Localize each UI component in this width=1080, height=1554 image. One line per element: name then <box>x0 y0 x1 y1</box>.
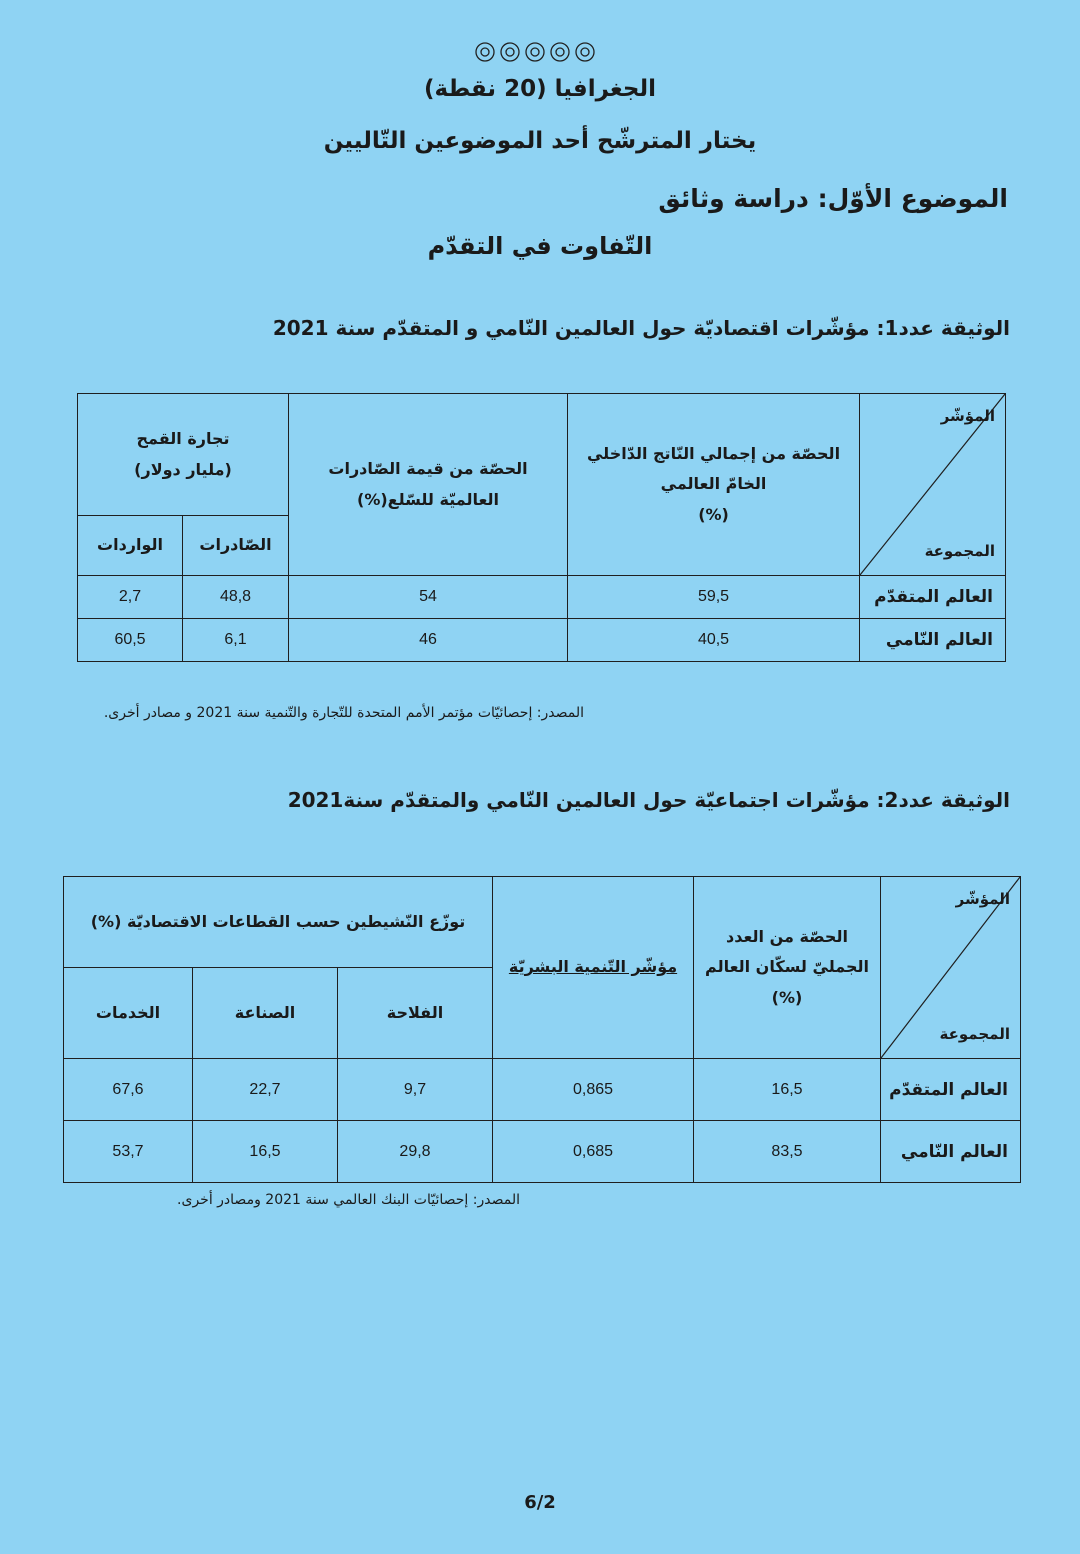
doc2-corner-group: المجموعة <box>939 1024 1010 1043</box>
exam-instruction: يختار المترشّح أحد الموضوعين التّاليين <box>323 128 757 154</box>
floral-ornament-icon <box>470 38 600 66</box>
doc2-sub-agriculture: الفلاحة <box>338 968 493 1059</box>
doc2-cell-services: 53,7 <box>64 1121 193 1183</box>
doc2-title: الوثيقة عدد2: مؤشّرات اجتماعيّة حول العالمين النّامي والمتقدّم سنة2021 <box>287 788 1010 812</box>
doc1-col-wheat-line1: تجارة القمح <box>136 429 230 449</box>
doc1-cell-gdp: 59,5 <box>568 576 860 619</box>
doc2-col-hdi <box>493 877 694 1059</box>
table-row <box>64 1121 1021 1183</box>
doc2-col-pop-line2: الجمليّ لسكّان العالم <box>705 957 869 977</box>
doc1-cell-wheat-imports: 2,7 <box>78 576 183 619</box>
doc2-col-pop-unit: (%) <box>771 987 803 1007</box>
doc2-corner-indicator: المؤشّر <box>955 890 1010 908</box>
doc2-cell-services: 67,6 <box>64 1059 193 1121</box>
doc2-col-population <box>694 877 881 1059</box>
doc2-col-hdi-label: مؤشّر التّنمية البشريّة <box>508 957 678 977</box>
doc2-sub-services: الخدمات <box>64 968 193 1059</box>
doc1-title: الوثيقة عدد1: مؤشّرات اقتصاديّة حول العالمين النّامي و المتقدّم سنة 2021 <box>272 316 1010 340</box>
page-number: 6/2 <box>524 1492 556 1513</box>
doc1-row-label: العالم النّامي <box>860 619 1006 662</box>
doc1-cell-wheat-imports: 60,5 <box>78 619 183 662</box>
doc1-cell-exports-share: 54 <box>289 576 568 619</box>
doc2-cell-agriculture: 29,8 <box>338 1121 493 1183</box>
doc1-cell-wheat-exports: 6,1 <box>183 619 289 662</box>
doc2-cell-industry: 22,7 <box>193 1059 338 1121</box>
subject-theme: التّفاوت في التقدّم <box>427 232 653 260</box>
doc1-col-exports-line2: العالميّة للسّلع(%) <box>357 489 500 509</box>
doc1-cell-wheat-exports: 48,8 <box>183 576 289 619</box>
doc2-sub-industry: الصناعة <box>193 968 338 1059</box>
doc1-col-gdp <box>568 394 860 576</box>
doc1-table <box>77 393 1006 662</box>
doc2-row-label: العالم المتقدّم <box>881 1059 1021 1121</box>
doc2-col-pop-line1: الحصّة من العدد <box>726 926 848 946</box>
doc2-source: المصدر: إحصائيّات البنك العالمي سنة 2021 ومصادر أخرى. <box>177 1192 520 1208</box>
doc1-col-gdp-line2: الخامّ العالمي <box>660 474 767 494</box>
doc1-corner-indicator: المؤشّر <box>940 407 996 425</box>
doc1-col-wheat-line2: (مليار دولار) <box>134 459 232 479</box>
doc1-col-exports-line1: الحصّة من قيمة الصّادرات <box>328 459 528 479</box>
doc1-row-label: العالم المتقدّم <box>860 576 1006 619</box>
exam-title: الجغرافيا (20 نقطة) <box>424 76 656 102</box>
doc2-table <box>63 876 1021 1183</box>
doc2-corner-header <box>881 877 1021 1059</box>
doc1-col-exports-share <box>289 394 568 576</box>
doc2-col-sectors: توزّع النّشيطين حسب القطاعات الاقتصاديّة (%) <box>64 877 493 968</box>
doc2-cell-agriculture: 9,7 <box>338 1059 493 1121</box>
doc2-cell-industry: 16,5 <box>193 1121 338 1183</box>
doc1-col-gdp-unit: (%) <box>698 504 729 524</box>
doc1-sub-exports: الصّادرات <box>183 516 289 576</box>
doc2-cell-population: 16,5 <box>694 1059 881 1121</box>
doc1-col-wheat <box>78 394 289 516</box>
doc2-cell-hdi: 0,685 <box>493 1121 694 1183</box>
doc1-sub-imports: الواردات <box>78 516 183 576</box>
table-row <box>78 576 1006 619</box>
doc1-cell-gdp: 40,5 <box>568 619 860 662</box>
subject-heading: الموضوع الأوّل: دراسة وثائق <box>658 184 1008 213</box>
doc1-corner-group: المجموعة <box>924 541 996 560</box>
doc1-cell-exports-share: 46 <box>289 619 568 662</box>
doc1-col-gdp-line1: الحصّة من إجمالي النّاتج الدّاخلي <box>586 443 841 463</box>
doc2-cell-population: 83,5 <box>694 1121 881 1183</box>
doc2-cell-hdi: 0,865 <box>493 1059 694 1121</box>
doc1-corner-header <box>860 394 1006 576</box>
table-row <box>64 1059 1021 1121</box>
doc1-source: المصدر: إحصائيّات مؤتمر الأمم المتحدة للتّجارة والتّنمية سنة 2021 و مصادر أخرى. <box>103 705 584 721</box>
table-row <box>78 619 1006 662</box>
doc2-row-label: العالم النّامي <box>881 1121 1021 1183</box>
